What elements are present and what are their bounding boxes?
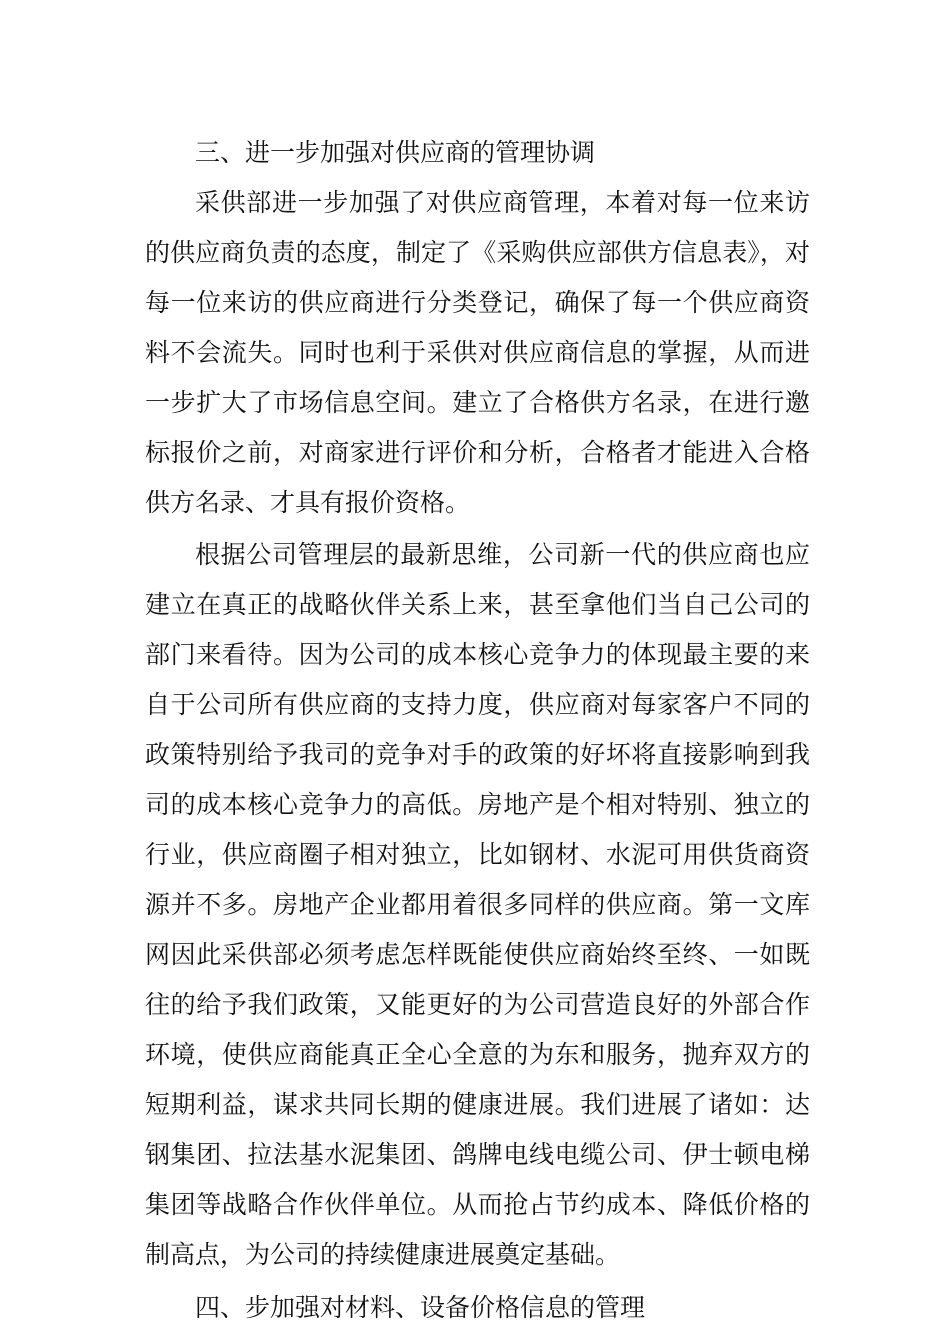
paragraph-strategic-partners: 根据公司管理层的最新思维，公司新一代的供应商也应建立在真正的战略伙伴关系上来，甚至拿他们当自己公司的部门来看待。因为公司的成本核心竞争力的体现最主要的来自于公司所有供应商的支持力度，供应商对每家客户不同的政策特别给予我司的竞争对手的政策的好坏将直接影响到我司的成本核心竞争力的高低。房地产是个相对特别、独立的行业，供应商圈子相对独立，比如钢材、水泥可用供货商资源并不多。房地产企业都用着很多同样的供应商。第一文库网因此采供部必须考虑怎样既能使供应商始终至终、一如既往的给予我们政策，又能更好的为公司营造良好的外部合作环境，使供应商能真正全心全意的为东和服务，抛弃双方的短期利益，谋求共同长期的健康进展。我们进展了诸如：达钢集团、拉法基水泥集团、鸽牌电线电缆公司、伊士顿电梯集团等战略合作伙伴单位。从而抢占节约成本、降低价格的制高点，为公司的持续健康进展奠定基础。 [145,540,810,1269]
document-body [145,128,810,1333]
paragraph-supplier-management: 采供部进一步加强了对供应商管理，本着对每一位来访的供应商负责的态度，制定了《采购供应部供方信息表》，对每一位来访的供应商进行分类登记，确保了每一个供应商资料不会流失。同时也利于采供对供应商信息的掌握，从而进一步扩大了市场信息空间。建立了合格供方名录，在进行邀标报价之前，对商家进行评价和分析，合格者才能进入合格供方名录、才具有报价资格。 [145,188,810,517]
section-heading-4: 四、步加强对材料、设备价格信息的管理 [195,1293,646,1322]
section-heading-3: 三、进一步加强对供应商的管理协调 [195,138,596,167]
